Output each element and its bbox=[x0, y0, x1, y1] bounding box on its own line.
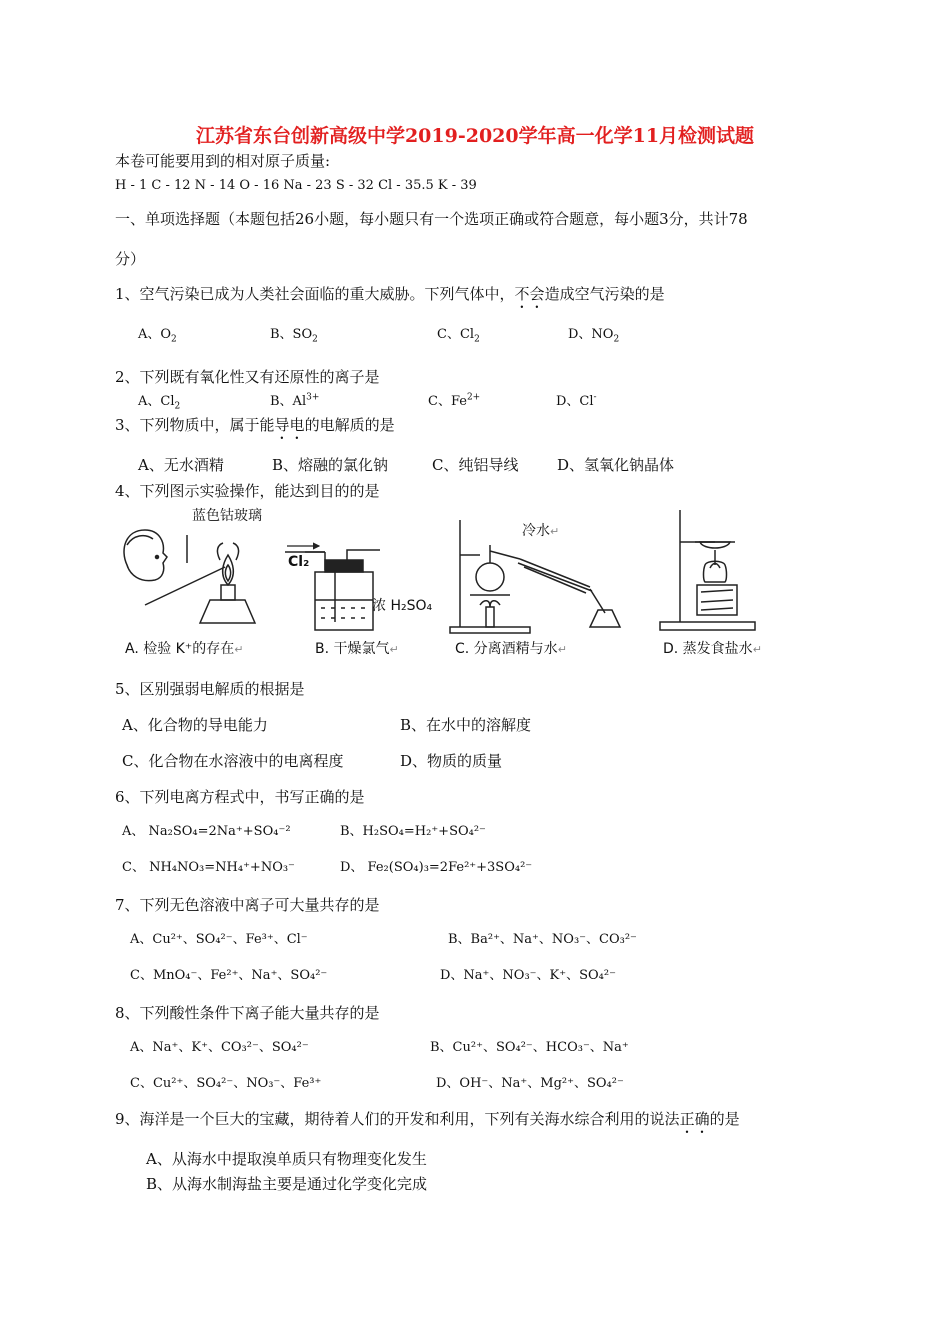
q6-option-a: A、 Na₂SO₄=2Na⁺+SO₄⁻² bbox=[122, 824, 291, 839]
section-heading: 一、单项选择题（本题包括26小题，每小题只有一个选项正确或符合题意，每小题3分，共计78 bbox=[115, 210, 748, 228]
q2-option-a: A、$Cl_2$ bbox=[138, 394, 181, 412]
question-7-stem: 7、下列无色溶液中离子可大量共存的是 bbox=[115, 896, 380, 914]
page-title: 江苏省东台创新高级中学2019-2020学年高一化学11月检测试题 bbox=[195, 125, 755, 147]
figure-b-caption: B. 干燥氯气↵ bbox=[315, 641, 399, 657]
figure-d-caption: D. 蒸发食盐水↵ bbox=[663, 641, 762, 657]
q2-option-c: C、$Fe^{2+}$ bbox=[428, 392, 481, 409]
question-9-stem: 9、海洋是一个巨大的宝藏，期待着人们的开发和利用，下列有关海水综合利用的说法正确的是 bbox=[115, 1110, 740, 1128]
cobalt-glass-label: 蓝色钴玻璃 bbox=[192, 508, 262, 524]
q3-option-d: D、氢氧化钠晶体 bbox=[557, 456, 675, 474]
q3-option-c: C、纯铝导线 bbox=[432, 456, 519, 474]
question-2-stem: 2、下列既有氧化性又有还原性的离子是 bbox=[115, 368, 380, 386]
question-1-stem: 1、空气污染已成为人类社会面临的重大威胁。下列气体中，不会造成空气污染的是 bbox=[115, 285, 665, 303]
q8-option-c: C、Cu²⁺、SO₄²⁻、NO₃⁻、Fe³⁺ bbox=[130, 1076, 322, 1091]
question-3-stem: 3、下列物质中，属于能导电的电解质的是 bbox=[115, 416, 395, 434]
q1-option-b: B、$SO_2$ bbox=[270, 327, 318, 345]
q5-option-d: D、物质的质量 bbox=[400, 752, 503, 770]
figure-a-caption: A. 检验 K⁺的存在↵ bbox=[125, 641, 244, 657]
q6-option-b: B、H₂SO₄=H₂⁺+SO₄²⁻ bbox=[340, 824, 486, 839]
figure-c-caption: C. 分离酒精与水↵ bbox=[455, 641, 567, 657]
cold-water-label: 冷水↵ bbox=[522, 523, 560, 539]
atomic-masses: H - 1 C - 12 N - 14 O - 16 Na - 23 S - 32 Cl - 35.5 K - 39 bbox=[115, 178, 477, 193]
question-5-stem: 5、区别强弱电解质的根据是 bbox=[115, 680, 305, 698]
q9-option-b: B、从海水制海盐主要是通过化学变化完成 bbox=[146, 1175, 428, 1193]
q8-option-a: A、Na⁺、K⁺、CO₃²⁻、SO₄²⁻ bbox=[130, 1040, 309, 1055]
q8-option-d: D、OH⁻、Na⁺、Mg²⁺、SO₄²⁻ bbox=[436, 1076, 624, 1091]
q1-option-c: C、$Cl_2$ bbox=[437, 327, 480, 345]
q8-option-b: B、Cu²⁺、SO₄²⁻、HCO₃⁻、Na⁺ bbox=[430, 1040, 629, 1055]
emphasis-text: 导电 bbox=[274, 416, 305, 434]
intro-text: 本卷可能要用到的相对原子质量: bbox=[115, 152, 331, 170]
h2so4-label: 浓 H₂SO₄ bbox=[372, 598, 433, 614]
q6-option-d: D、 Fe₂(SO₄)₃=2Fe²⁺+3SO₄²⁻ bbox=[340, 860, 533, 875]
q9-option-a: A、从海水中提取溴单质只有物理变化发生 bbox=[146, 1150, 427, 1168]
q7-option-d: D、Na⁺、NO₃⁻、K⁺、SO₄²⁻ bbox=[440, 968, 616, 983]
q1-option-a: A、$O_2$ bbox=[138, 327, 177, 345]
q2-option-b: B、$Al^{3+}$ bbox=[270, 392, 320, 409]
cl2-label: Cl₂ bbox=[288, 554, 310, 570]
q2-option-d: D、Cl- bbox=[556, 392, 597, 409]
section-heading-cont: 分） bbox=[115, 250, 146, 268]
q1-option-d: D、$NO_2$ bbox=[568, 327, 620, 345]
q7-option-b: B、Ba²⁺、Na⁺、NO₃⁻、CO₃²⁻ bbox=[448, 932, 637, 947]
emphasis-text: 不会 bbox=[514, 285, 545, 303]
q5-option-c: C、化合物在水溶液中的电离程度 bbox=[122, 752, 344, 770]
q7-option-a: A、Cu²⁺、SO₄²⁻、Fe³⁺、Cl⁻ bbox=[130, 932, 308, 947]
emphasis-text: 正确 bbox=[679, 1110, 710, 1128]
q5-option-a: A、化合物的导电能力 bbox=[122, 716, 268, 734]
gas-drying-figure bbox=[285, 530, 415, 635]
question-4-stem: 4、下列图示实验操作，能达到目的的是 bbox=[115, 482, 380, 500]
q5-option-b: B、在水中的溶解度 bbox=[400, 716, 532, 734]
q6-option-c: C、 NH₄NO₃=NH₄⁺+NO₃⁻ bbox=[122, 860, 295, 875]
evaporation-figure bbox=[655, 510, 765, 635]
q7-option-c: C、MnO₄⁻、Fe²⁺、Na⁺、SO₄²⁻ bbox=[130, 968, 328, 983]
q3-option-a: A、无水酒精 bbox=[138, 456, 224, 474]
question-6-stem: 6、下列电离方程式中，书写正确的是 bbox=[115, 788, 365, 806]
question-8-stem: 8、下列酸性条件下离子能大量共存的是 bbox=[115, 1004, 380, 1022]
q3-option-b: B、熔融的氯化钠 bbox=[272, 456, 389, 474]
